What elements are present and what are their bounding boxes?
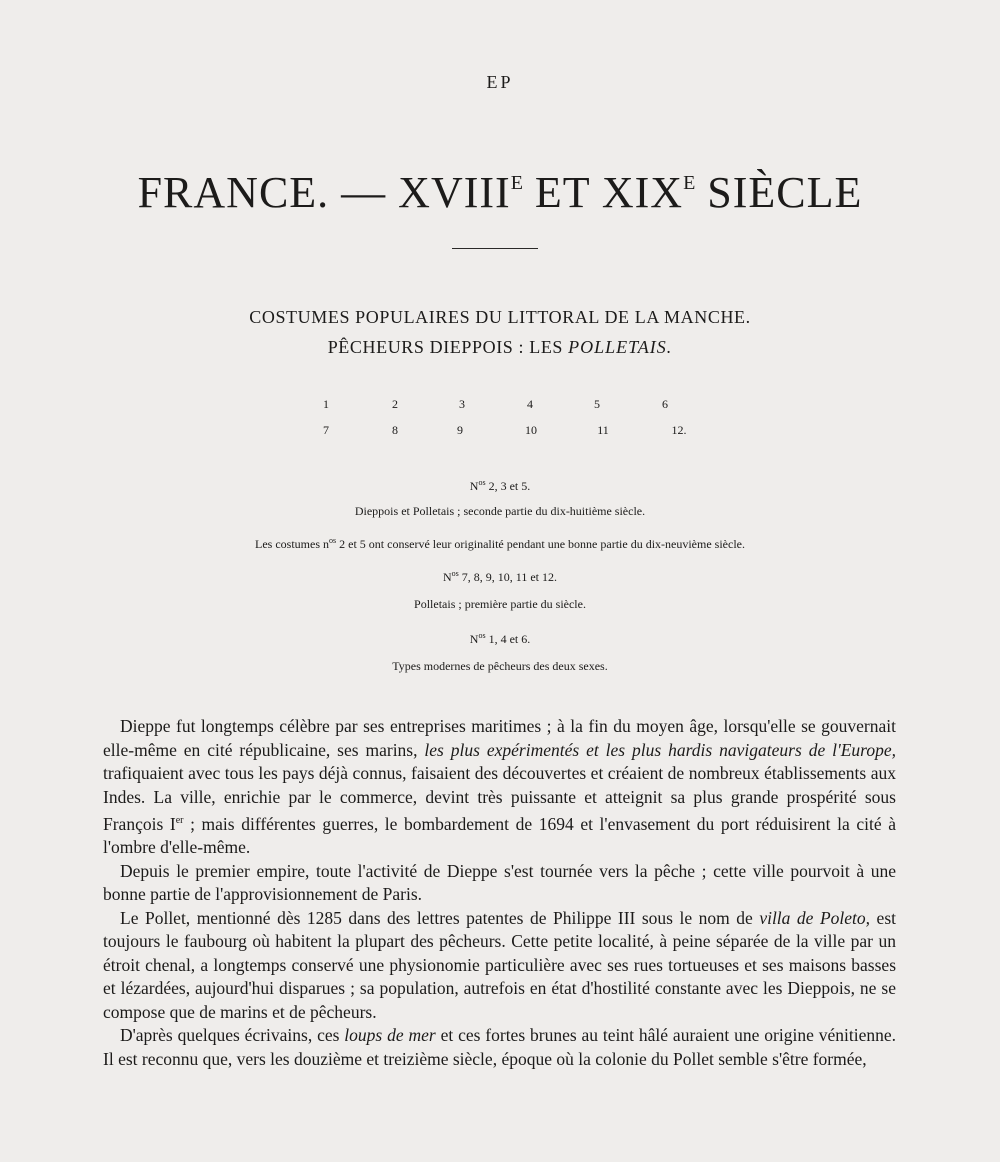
- paragraph-text: et ces fortes brunes au teint hâlé auraient une origine vénitienne. Il est reconnu que, vers les douzième et treizième siècle, époque où la colonie du Pollet semble s'être formée,: [103, 1025, 896, 1069]
- figure-number: 8: [392, 423, 398, 437]
- paragraph-text: Dieppe fut longtemps célèbre par ses entreprises maritimes ; à la fin du moyen âge, lorsqu'elle se gouvernait elle-même en cité républicaine, ses marins,: [103, 716, 896, 760]
- paragraph-italic: loups de mer: [344, 1025, 436, 1046]
- paragraph-text: Le Pollet, mentionné dès 1285 dans des lettres patentes de Philippe III sous le nom de: [120, 907, 760, 928]
- caption-line: Types modernes de pêcheurs des deux sexes.: [392, 659, 608, 673]
- paragraph: [103, 715, 896, 860]
- paragraph-superscript: er: [175, 815, 184, 826]
- paragraph-italic: les plus expérimentés et les plus hardis navigateurs de l'Europe,: [424, 739, 896, 760]
- title-superscript-2: E: [683, 172, 696, 194]
- title-superscript-1: E: [510, 172, 523, 194]
- caption-prefix: N: [442, 570, 452, 584]
- paragraph-text: ; mais différentes guerres, le bombardement de 1694 et l'envasement du port réduisirent la cité à l'ombre d'elle-même.: [103, 813, 896, 858]
- caption-superscript: os: [451, 569, 459, 578]
- figure-number: 9: [457, 423, 463, 437]
- caption-heading: [0, 631, 1000, 647]
- subtitle-line-2-italic: POLLETAIS.: [568, 337, 673, 357]
- caption-text: 7, 8, 9, 10, 11 et 12.: [458, 570, 557, 584]
- paragraph-text: trafiquaient avec tous les pays déjà connus, faisaient des découvertes et créaient de nombreux établissements aux Indes. La ville, enrichie par le commerce, devint très puissante et atteignit sa plus grande prospérité sous François I: [103, 763, 896, 834]
- caption-line: Dieppois et Polletais ; seconde partie du dix-huitième siècle.: [354, 504, 646, 518]
- caption-text: 2 et 5 ont conservé leur originalité pendant une bonne partie du dix-neuvième siècle.: [336, 537, 745, 551]
- subtitle-line-2: [0, 337, 1000, 358]
- caption-superscript: os: [478, 478, 486, 487]
- caption-superscript: os: [329, 536, 337, 545]
- caption-text: 1, 4 et 6.: [485, 632, 531, 646]
- figure-number: 3: [459, 397, 465, 411]
- subtitle-line-1: COSTUMES POPULAIRES DU LITTORAL DE LA MANCHE.: [249, 307, 751, 327]
- figure-number: 11: [597, 423, 609, 437]
- caption-heading: [0, 478, 1000, 494]
- caption-prefix: Les costumes n: [255, 537, 329, 551]
- caption-text: 2, 3 et 5.: [485, 479, 531, 493]
- paragraph: [103, 1024, 896, 1071]
- title-part-1: FRANCE. — XVIII: [137, 168, 511, 217]
- figure-number: 2: [392, 397, 398, 411]
- figure-number: 7: [323, 423, 329, 437]
- subtitle-line-2-prefix: PÊCHEURS DIEPPOIS : LES: [327, 337, 569, 357]
- paragraph-italic: villa de Poleto,: [759, 907, 871, 928]
- figure-number: 10: [525, 423, 537, 437]
- caption-heading: [0, 569, 1000, 585]
- page-title: [0, 158, 1000, 218]
- figure-number: 1: [323, 397, 329, 411]
- paragraph: [103, 907, 896, 1025]
- figure-number: 4: [527, 397, 533, 411]
- caption-prefix: N: [469, 632, 479, 646]
- caption-line: [0, 536, 1000, 552]
- paragraph-text: est toujours le faubourg où habitent la plupart des pêcheurs. Cette petite localité, à peine séparée de la ville par un étroit chenal, a longtemps conservé une physionomie particulière avec ses rues tortueuses et ses maisons basses et lézardées, aujourd'hui disparues ; sa population, autrefois en état d'hostilité constante avec les Dieppois, ne se compose que de marins et de pêcheurs.: [103, 907, 896, 1022]
- paragraph-text: D'après quelques écrivains, ces: [120, 1025, 345, 1046]
- title-part-2: ET XIX: [522, 168, 684, 217]
- figure-number: 12.: [671, 423, 687, 437]
- plate-code: EP: [486, 72, 514, 92]
- paragraph: Depuis le premier empire, toute l'activité de Dieppe s'est tournée vers la pêche ; cette ville pourvoit à une bonne partie de l'approvisionnement de Paris.: [103, 860, 896, 905]
- title-divider: [452, 248, 538, 249]
- caption-line: Polletais ; première partie du siècle.: [414, 597, 586, 611]
- caption-superscript: os: [478, 631, 486, 640]
- figure-number: 5: [594, 397, 600, 411]
- figure-number: 6: [662, 397, 668, 411]
- title-part-3: SIÈCLE: [695, 168, 863, 217]
- caption-prefix: N: [469, 479, 479, 493]
- body-text: [103, 715, 896, 1071]
